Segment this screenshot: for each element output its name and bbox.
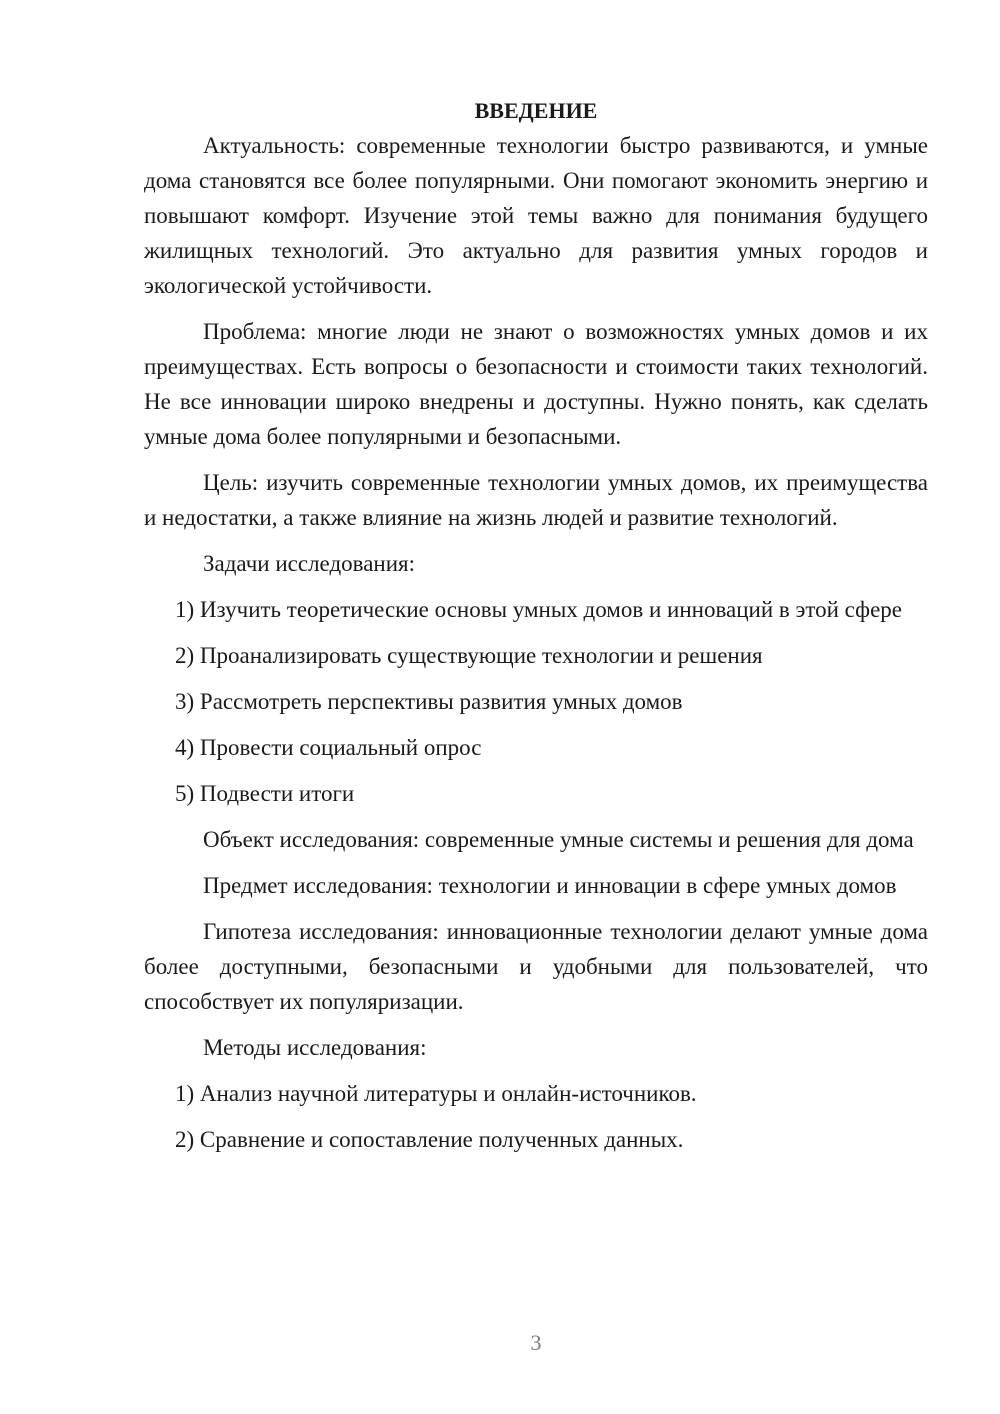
list-item: 2) Проанализировать существующие технологии и решения xyxy=(175,643,763,668)
hypothesis-paragraph: Гипотеза исследования: инновационные технологии делают умные дома более доступными, безопасными и удобными для пользователей, что способствует их популяризации. xyxy=(144,919,928,1014)
problem-paragraph: Проблема: многие люди не знают о возможностях умных домов и их преимуществах. Есть вопросы о безопасности и стоимости таких технологий. Не все инновации широко внедрены и доступны. Нужно понять, как сделать умные дома более популярными и безопасными. xyxy=(144,319,928,449)
object-paragraph: Объект исследования: современные умные системы и решения для дома xyxy=(203,827,914,852)
list-item: 3) Рассмотреть перспективы развития умных домов xyxy=(175,689,683,714)
list-item: 2) Сравнение и сопоставление полученных данных. xyxy=(175,1127,684,1152)
section-heading: ВВЕДЕНИЕ xyxy=(474,98,598,123)
list-item: 1) Изучить теоретические основы умных домов и инноваций в этой сфере xyxy=(175,597,902,622)
list-item: 4) Провести социальный опрос xyxy=(175,735,482,760)
page-content xyxy=(144,94,928,1168)
tasks-list xyxy=(144,592,928,811)
list-item: 5) Подвести итоги xyxy=(175,781,355,806)
list-item: 1) Анализ научной литературы и онлайн-источников. xyxy=(175,1081,697,1106)
methods-list xyxy=(144,1076,928,1157)
tasks-label: Задачи исследования: xyxy=(203,551,416,576)
subject-paragraph: Предмет исследования: технологии и инновации в сфере умных домов xyxy=(203,873,897,898)
page-number: 3 xyxy=(530,1330,542,1355)
relevance-paragraph: Актуальность: современные технологии быстро развиваются, и умные дома становятся все более популярными. Они помогают экономить энергию и повышают комфорт. Изучение этой темы важно для понимания будущего жилищных технологий. Это актуально для развития умных городов и экологической устойчивости. xyxy=(144,133,928,298)
goal-paragraph: Цель: изучить современные технологии умных домов, их преимущества и недостатки, а также влияние на жизнь людей и развитие технологий. xyxy=(144,470,928,530)
methods-label: Методы исследования: xyxy=(203,1035,427,1060)
